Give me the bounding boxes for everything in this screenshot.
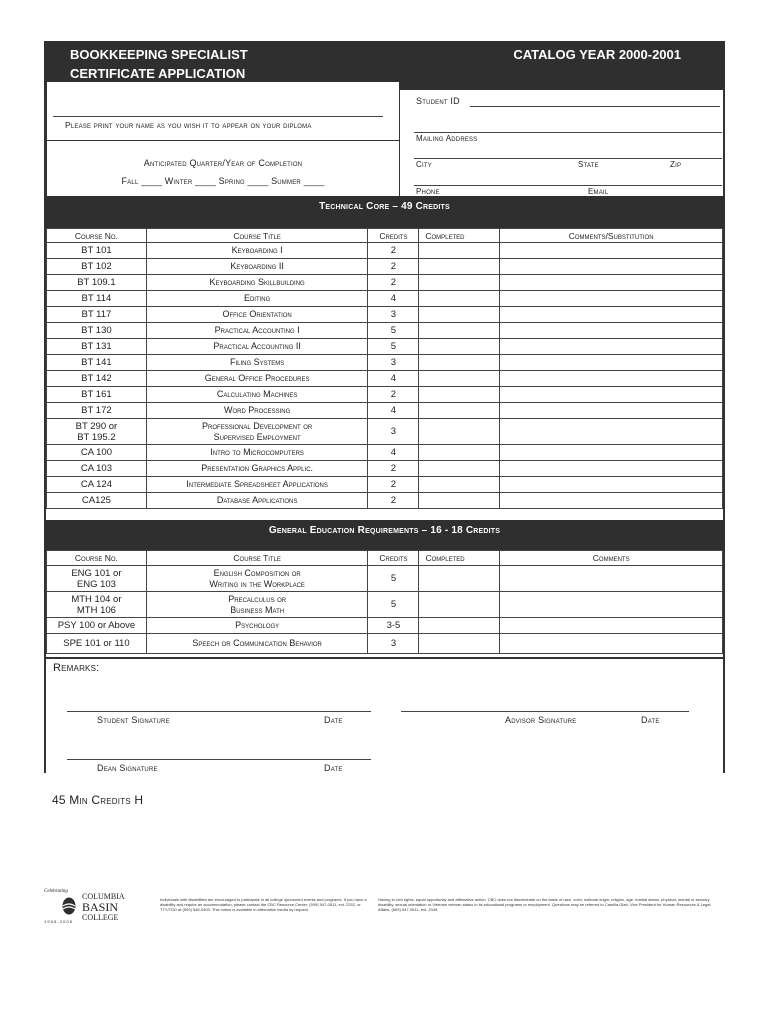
catalog-year: CATALOG YEAR 2000-2001 [513,47,681,62]
credits: 5 [368,592,419,618]
course-number: BT 101 [47,243,147,259]
table-row [47,387,723,403]
credits: 4 [368,445,419,461]
course-number: BT 161 [47,387,147,403]
credits: 2 [368,243,419,259]
completed-cell[interactable] [419,355,500,371]
credits: 2 [368,477,419,493]
completed-cell[interactable] [419,493,500,509]
credits: 3 [368,355,419,371]
credits: 3 [368,419,419,445]
completed-cell[interactable] [419,592,500,618]
completed-cell[interactable] [419,403,500,419]
course-number: MTH 104 or MTH 106 [47,592,147,618]
column-header: Course No. [47,551,147,566]
course-number: BT 109.1 [47,275,147,291]
table-row [47,445,723,461]
column-header: Course Title [146,229,368,243]
gen-ed-heading: General Education Requirements – 16 - 18 Credits [44,520,725,550]
technical-core-heading: Technical Core – 49 Credits [44,196,725,228]
course-number: BT 130 [47,323,147,339]
course-title: Precalculus or Business Math [146,592,368,618]
course-title: Intermediate Spreadsheet Applications [146,477,368,493]
course-number: BT 142 [47,371,147,387]
comments-cell[interactable] [500,634,723,654]
min-credits-note: 45 Min Credits H [52,793,144,807]
anticipated-label: Anticipated Quarter/Year of Completion [143,158,303,168]
quarter-options[interactable]: Fall ____ Winter ____ Spring ____ Summer ____ [121,176,325,186]
technical-core-table [46,228,723,509]
college-wave-icon [62,897,76,915]
table-row [47,493,723,509]
completed-cell[interactable] [419,445,500,461]
comments-cell[interactable] [500,566,723,592]
completed-cell[interactable] [419,307,500,323]
credits: 2 [368,493,419,509]
comments-cell[interactable] [500,592,723,618]
comments-cell[interactable] [500,371,723,387]
course-number: CA 124 [47,477,147,493]
course-title: Keyboarding Skillbuilding [146,275,368,291]
credits: 4 [368,291,419,307]
footer-disability-notice: Individuals with disabilities are encouraged to participate in all college sponsored events and programs. If you have a disability and require an accommodation, please contact the CBC Resource Center, (509) 547-0511, ext. 2252, or TTY/TDD at (509) 546-0400. This notice is available in alternative media by request. [160,897,367,912]
comments-cell[interactable] [500,419,723,445]
table-row [47,243,723,259]
completed-cell[interactable] [419,323,500,339]
course-title: Word Processing [146,403,368,419]
course-number: BT 172 [47,403,147,419]
student-id-line[interactable] [470,106,720,107]
student-date-label: Date [324,715,343,725]
credits: 2 [368,275,419,291]
advisor-signature-line[interactable] [401,711,689,712]
credits: 5 [368,566,419,592]
completed-cell[interactable] [419,275,500,291]
student-signature-line[interactable] [67,711,371,712]
table-row [47,419,723,445]
phone-label: Phone [416,187,440,196]
dean-signature-label: Dean Signature [97,763,158,773]
name-box [46,82,400,141]
credits: 3 [368,307,419,323]
course-number: CA 100 [47,445,147,461]
completed-cell[interactable] [419,243,500,259]
table-row [47,634,723,654]
course-title: Psychology [146,618,368,634]
name-instruction: Please print your name as you wish it to appear on your diploma [65,120,312,130]
credits: 2 [368,387,419,403]
contact-box [398,90,724,196]
completion-box [46,140,400,197]
column-header: Completed [419,229,500,243]
table-row [47,339,723,355]
dean-signature-line[interactable] [67,759,371,760]
phone-line[interactable] [414,185,722,186]
credits: 5 [368,339,419,355]
course-title: Presentation Graphics Applic. [146,461,368,477]
comments-cell[interactable] [500,323,723,339]
completed-cell[interactable] [419,371,500,387]
student-id-label: Student ID [416,96,460,106]
comments-cell[interactable] [500,461,723,477]
comments-cell[interactable] [500,307,723,323]
gen-ed-table [46,550,723,654]
course-number: BT 141 [47,355,147,371]
table-row [47,566,723,592]
comments-cell[interactable] [500,618,723,634]
comments-cell[interactable] [500,493,723,509]
logo-name2: BASIN [82,900,119,914]
table-row [47,355,723,371]
column-header: Completed [419,551,500,566]
completed-cell[interactable] [419,618,500,634]
form-title-line2: CERTIFICATE APPLICATION [70,66,246,81]
column-header: Course No. [47,229,147,243]
course-number: BT 117 [47,307,147,323]
city-label: City [416,160,432,169]
completed-cell[interactable] [419,461,500,477]
course-title: Calculating Machines [146,387,368,403]
logo-years: 1 9 5 5 - 2 0 0 5 [44,919,73,924]
credits: 4 [368,403,419,419]
comments-cell[interactable] [500,477,723,493]
course-number: CA125 [47,493,147,509]
footer-nondiscrimination: Having to civil rights, equal opportunity and affirmative action. CBC does not discriminate on the basis of race, color, national origin, religion, age, marital status, physical, mental or sensory disability, sexual orientation or Vietnam veteran status in its educational programs or employment. Questions may be referred to Camilla Glatt, Vice President for Human Resources & Legal Affairs, (509) 547-0511, ext. 2349. [378,897,711,912]
table-row [47,307,723,323]
table-row [47,371,723,387]
completed-cell[interactable] [419,566,500,592]
course-title: Keyboarding II [146,259,368,275]
course-title: Practical Accounting I [146,323,368,339]
table-row [47,323,723,339]
table-row [47,461,723,477]
credits: 3 [368,634,419,654]
logo-celebrating: Celebrating [44,889,68,894]
course-title: Professional Development or Supervised Employment [146,419,368,445]
dean-date-label: Date [324,763,343,773]
column-header: Credits [368,229,419,243]
course-title: Speech or Communication Behavior [146,634,368,654]
comments-cell[interactable] [500,291,723,307]
completed-cell[interactable] [419,419,500,445]
table-row [47,275,723,291]
column-header: Comments/Substitution [500,229,723,243]
course-title: Editing [146,291,368,307]
city-line[interactable] [414,158,722,159]
course-title: Database Applications [146,493,368,509]
course-title: English Composition or Writing in the Workplace [146,566,368,592]
comments-cell[interactable] [500,355,723,371]
credits: 2 [368,259,419,275]
completed-cell[interactable] [419,387,500,403]
column-header: Comments [500,551,723,566]
remarks-divider [44,657,725,659]
advisor-date-label: Date [641,715,660,725]
column-header: Credits [368,551,419,566]
course-number: BT 290 or BT 195.2 [47,419,147,445]
comments-cell[interactable] [500,445,723,461]
name-line[interactable] [53,116,383,117]
credits: 3-5 [368,618,419,634]
course-title: Intro to Microcomputers [146,445,368,461]
table-row [47,477,723,493]
course-number: SPE 101 or 110 [47,634,147,654]
table-row [47,291,723,307]
completed-cell[interactable] [419,259,500,275]
course-title: General Office Procedures [146,371,368,387]
course-number: BT 131 [47,339,147,355]
mailing-address-label: Mailing Address [416,134,478,143]
zip-label: Zip [670,160,682,169]
comments-cell[interactable] [500,243,723,259]
comments-cell[interactable] [500,403,723,419]
student-signature-label: Student Signature [97,715,170,725]
completed-cell[interactable] [419,477,500,493]
comments-cell[interactable] [500,259,723,275]
table-row [47,618,723,634]
course-number: ENG 101 or ENG 103 [47,566,147,592]
course-title: Keyboarding I [146,243,368,259]
logo-name3: COLLEGE [82,913,119,922]
completed-cell[interactable] [419,291,500,307]
course-number: PSY 100 or Above [47,618,147,634]
mailing-line[interactable] [414,132,722,133]
table-row [47,592,723,618]
email-label: Email [588,187,609,196]
completed-cell[interactable] [419,634,500,654]
form-title-line1: BOOKKEEPING SPECIALIST [70,47,248,62]
completed-cell[interactable] [419,339,500,355]
credits: 4 [368,371,419,387]
course-number: BT 102 [47,259,147,275]
credits: 5 [368,323,419,339]
course-title: Office Orientation [146,307,368,323]
college-logo [44,889,134,925]
credits: 2 [368,461,419,477]
advisor-signature-label: Advisor Signature [505,715,577,725]
comments-cell[interactable] [500,339,723,355]
table-row [47,403,723,419]
course-number: BT 114 [47,291,147,307]
course-title: Practical Accounting II [146,339,368,355]
course-number: CA 103 [47,461,147,477]
comments-cell[interactable] [500,275,723,291]
logo-name1: COLUMBIA [82,892,125,901]
comments-cell[interactable] [500,387,723,403]
course-title: Filing Systems [146,355,368,371]
column-header: Course Title [146,551,368,566]
table-row [47,259,723,275]
state-label: State [578,160,599,169]
remarks-label: Remarks: [53,662,100,674]
